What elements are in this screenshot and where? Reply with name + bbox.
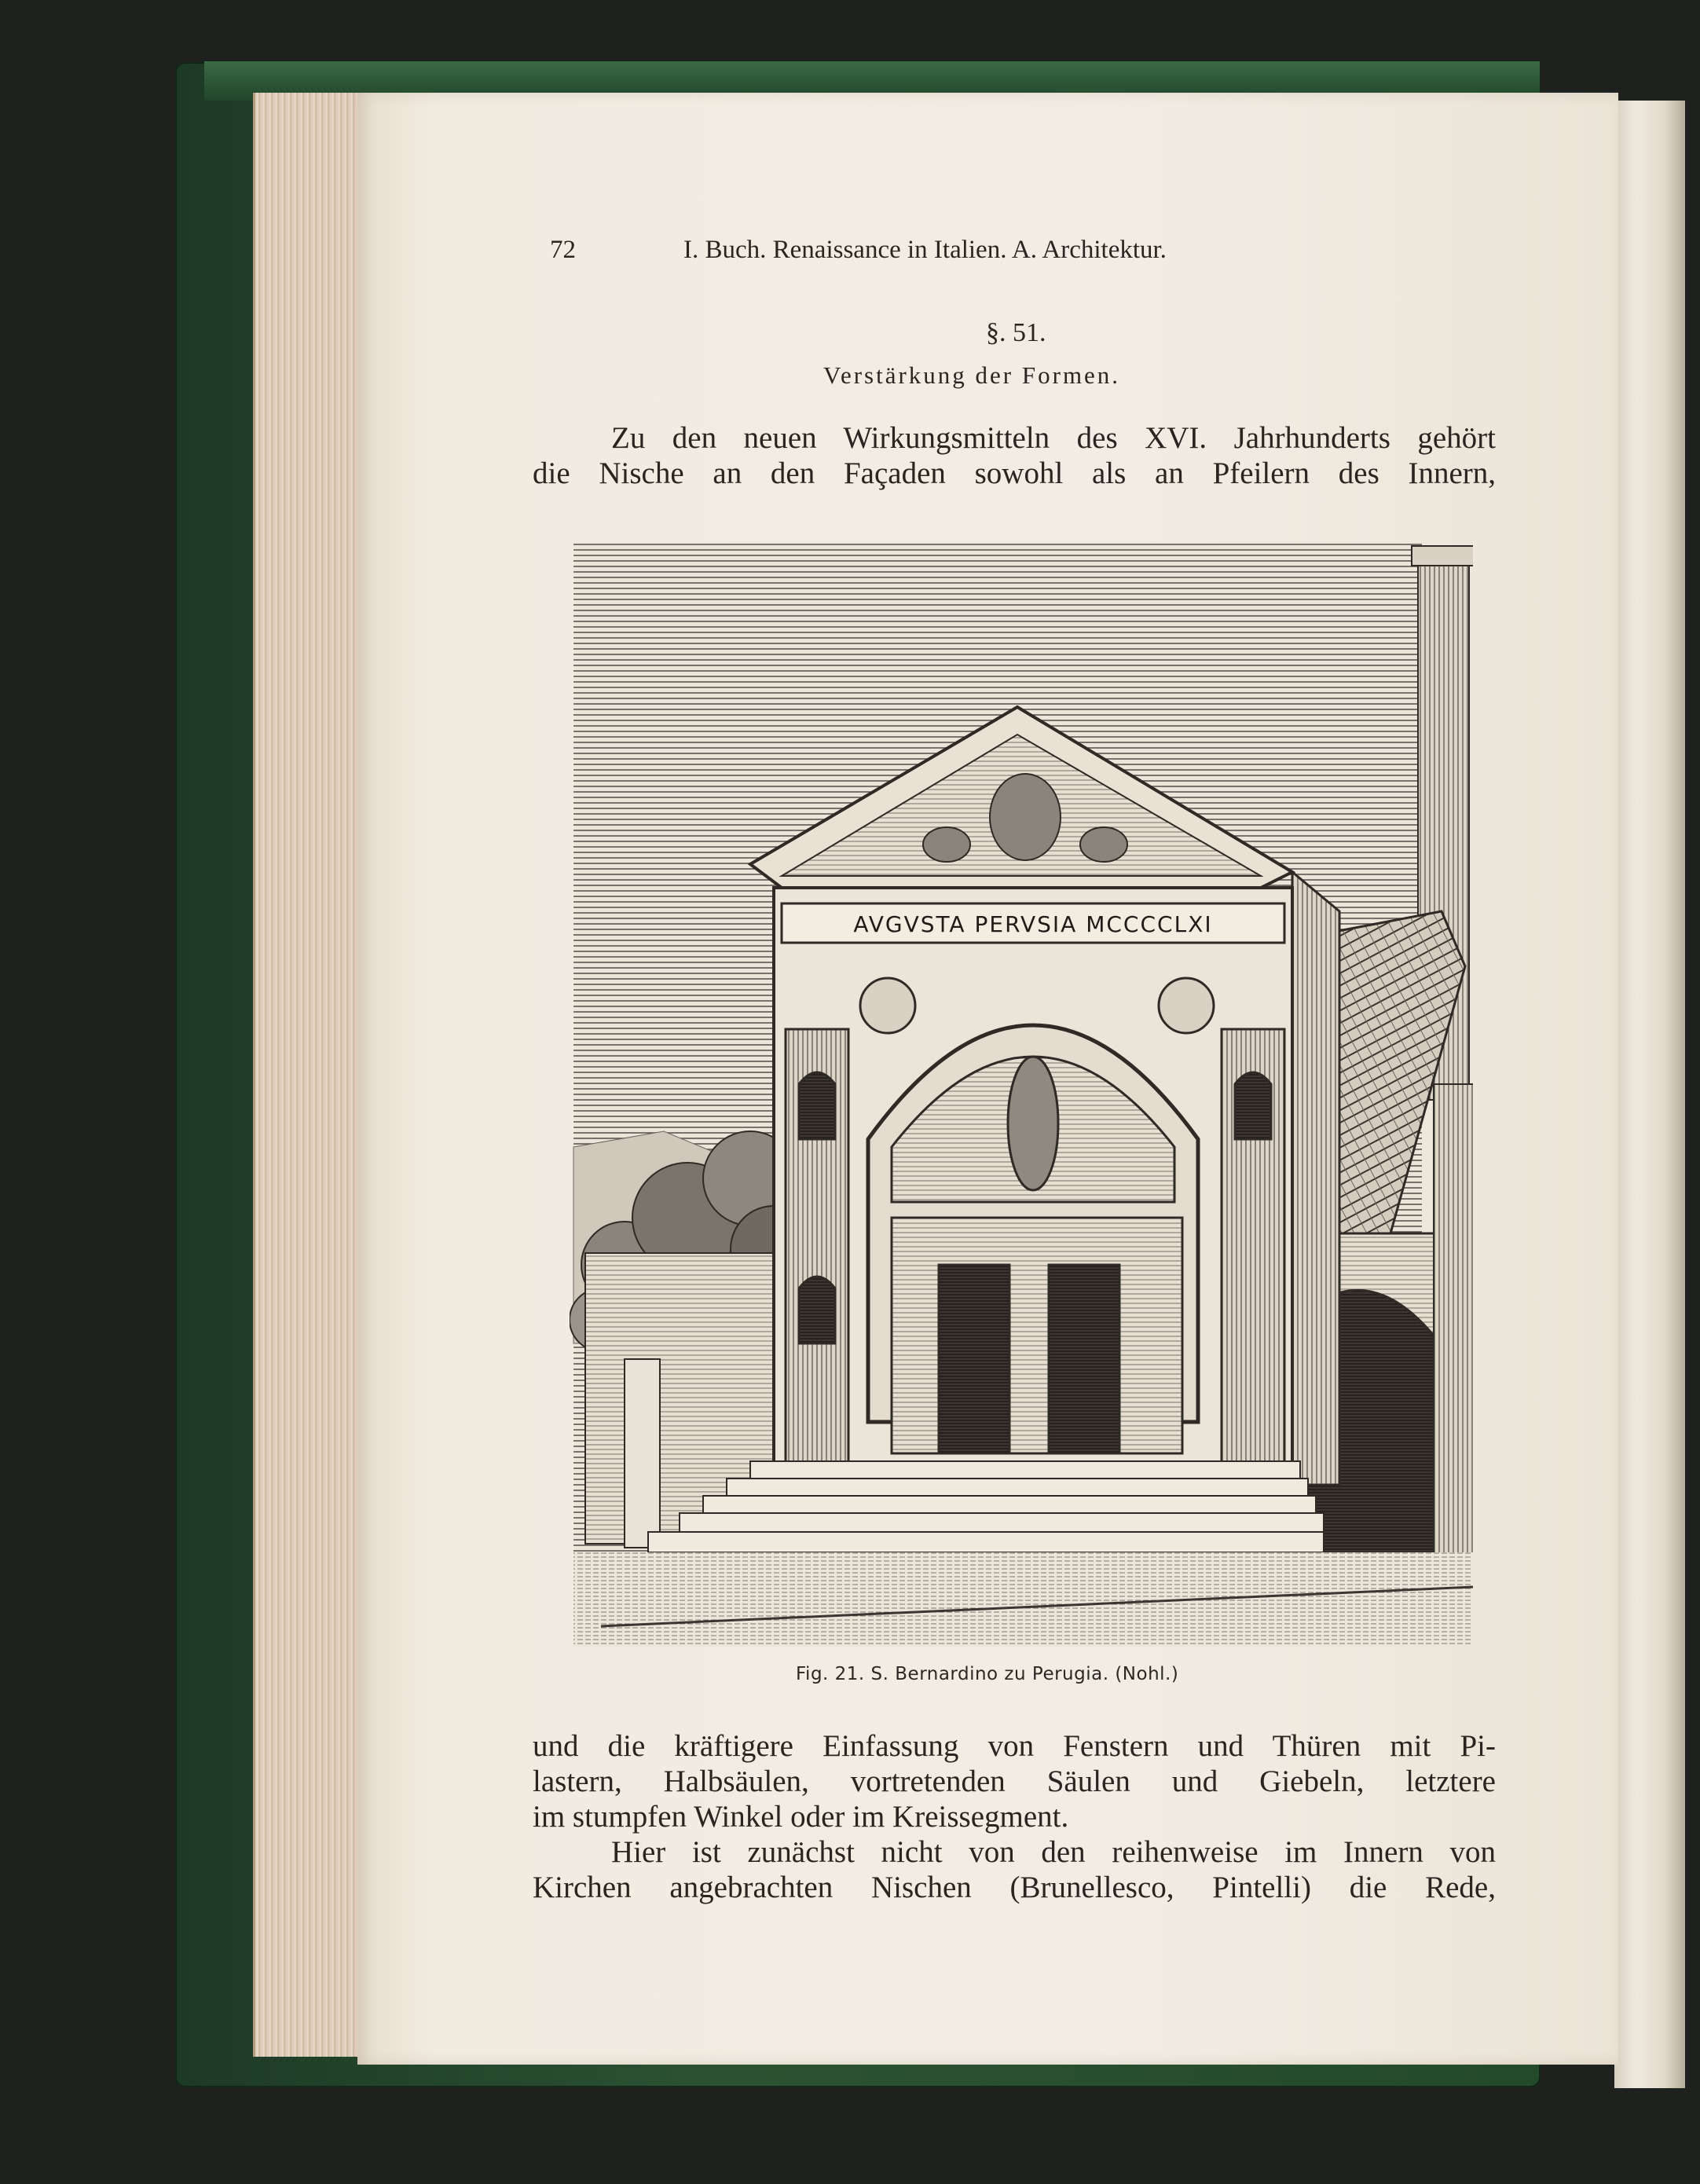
door-left — [939, 1265, 1009, 1453]
left-pilaster — [786, 1029, 848, 1485]
facade-inscription: AVGVSTA PERVSIA MCCCCLXI — [853, 911, 1213, 937]
section-title: Verstärkung der Formen. — [823, 361, 1121, 389]
paragraph-2-line-2: lastern, Halbsäulen, vortretenden Säulen und Giebeln, letztere — [533, 1764, 1496, 1798]
door-right — [1049, 1265, 1119, 1453]
page-stack-left — [253, 93, 365, 2057]
right-pilaster — [1222, 1029, 1284, 1485]
section-number: §. 51. — [986, 318, 1046, 347]
engraving-s-bernardino-facade — [570, 542, 1473, 1650]
paragraph-3-line-1: Hier ist zunächst nicht von den reihenweise im Innern von — [611, 1835, 1496, 1869]
running-title: I. Buch. Renaissance in Italien. A. Architektur. — [683, 236, 1167, 264]
figure-caption: Fig. 21. S. Bernardino zu Perugia. (Nohl.) — [796, 1664, 1179, 1684]
paragraph-1-line-1: Zu den neuen Wirkungsmitteln des XVI. Jahrhunderts gehört — [611, 421, 1496, 455]
portal-frame — [892, 1218, 1182, 1453]
roundel-right — [1159, 978, 1214, 1033]
roundel-left — [860, 978, 915, 1033]
tympanum-figure — [1008, 1057, 1058, 1190]
entrance-steps — [648, 1461, 1324, 1552]
paragraph-1-line-2: die Nische an den Façaden sowohl als an Pfeilern des Innern, — [533, 456, 1496, 490]
page-number: 72 — [550, 236, 576, 264]
paragraph-2-line-3: im stumpfen Winkel oder im Kreissegment. — [533, 1800, 1069, 1834]
paragraph-3-line-2: Kirchen angebrachten Nischen (Brunellesco, Pintelli) die Rede, — [533, 1871, 1496, 1904]
paragraph-2-line-1: und die kräftigere Einfassung von Fenstern und Thüren mit Pi- — [533, 1729, 1496, 1763]
gate-pillar — [625, 1359, 660, 1548]
page-stack-right — [1614, 101, 1685, 2088]
foreground-ground — [573, 1552, 1473, 1647]
